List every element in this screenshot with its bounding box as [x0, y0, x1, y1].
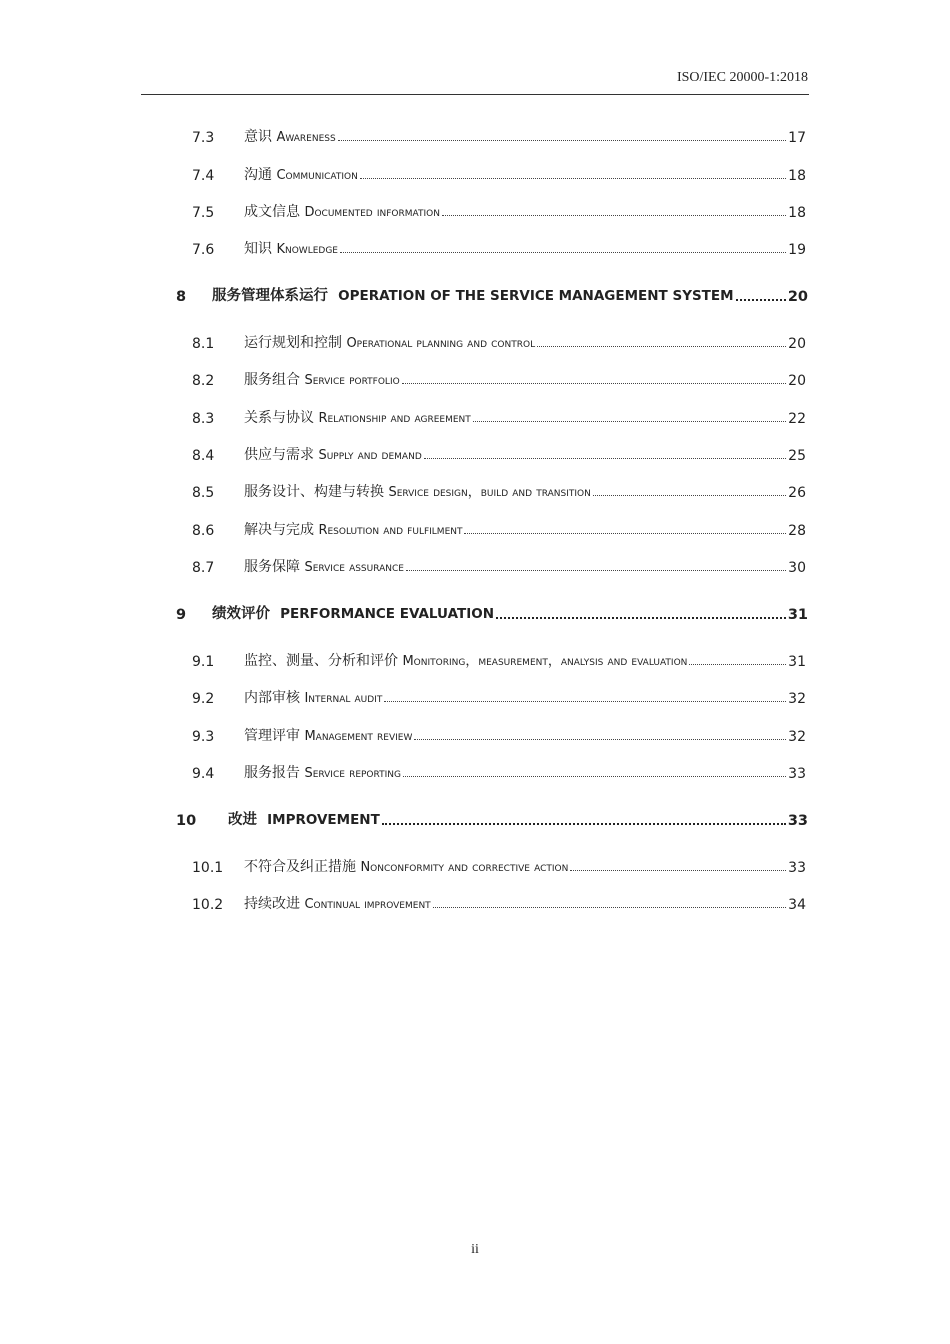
toc-title-zh: 监控、测量、分析和评价: [244, 653, 398, 669]
toc-entry-number: 8.2: [192, 373, 215, 389]
dot-leader: [424, 458, 786, 459]
toc-entry-page: 33: [788, 860, 806, 876]
toc-entry-number: 9.4: [192, 766, 215, 782]
toc-title-en: Awareness: [276, 130, 336, 145]
toc-entry-8-6[interactable]: [192, 517, 806, 539]
toc-entry-8-2[interactable]: [192, 367, 806, 389]
toc-entry-page: 33: [787, 813, 808, 829]
toc-title-zh: 内部审核: [244, 690, 300, 706]
toc-title-zh: 管理评审: [244, 728, 300, 744]
toc-title-en: Management review: [304, 729, 413, 744]
toc-entry-page: 18: [788, 205, 806, 221]
toc-title-en: Nonconformity and corrective action: [360, 860, 569, 875]
toc-entry-page: 20: [788, 373, 806, 389]
toc-title-zh: 服务管理体系运行: [212, 288, 328, 304]
toc-entry-title: [244, 762, 401, 782]
toc-entry-page: 33: [788, 766, 806, 782]
toc-entry-number: 8.6: [192, 523, 215, 539]
toc-title-en: Supply and demand: [318, 448, 422, 463]
toc-entry-title: [244, 481, 591, 501]
dot-leader: [736, 299, 786, 301]
toc-entry-title: [244, 556, 404, 576]
dot-leader: [402, 383, 786, 384]
dot-leader: [473, 421, 786, 422]
dot-leader: [414, 739, 786, 740]
toc-entry-page: 18: [788, 168, 806, 184]
toc-entry-title: [244, 164, 358, 184]
toc-entry-page: 20: [787, 289, 808, 305]
toc-title-zh: 知识: [244, 241, 272, 257]
toc-title-en: Service assurance: [304, 560, 404, 575]
toc-entry-title: [212, 602, 494, 623]
toc-entry-page: 19: [788, 242, 806, 258]
toc-title-en: Communication: [276, 168, 358, 183]
toc-entry-page: 17: [788, 130, 806, 146]
toc-title-en: Monitoring，measurement，analysis and evaluation: [402, 654, 688, 669]
toc-entry-number: 8.3: [192, 411, 215, 427]
toc-entry-page: 26: [788, 485, 806, 501]
toc-entry-8-7[interactable]: [192, 554, 806, 576]
toc-entry-9-4[interactable]: [192, 760, 806, 782]
dot-leader: [360, 178, 786, 179]
toc-entry-number: 10.1: [192, 860, 224, 876]
toc-entry-title: [212, 284, 734, 305]
toc-entry-8[interactable]: [176, 283, 808, 305]
toc-title-en: Operational planning and control: [346, 336, 536, 351]
toc-title-zh: 服务报告: [244, 765, 300, 781]
toc-title-en: Knowledge: [276, 242, 338, 257]
toc-entry-title: [244, 201, 440, 221]
dot-leader: [442, 215, 786, 216]
toc-entry-title: [244, 238, 338, 258]
dot-leader: [433, 907, 786, 908]
toc-entry-page: 34: [788, 897, 806, 913]
toc-entry-title: [244, 687, 382, 707]
toc-title-en: Relationship and agreement: [318, 411, 471, 426]
toc-entry-page: 20: [788, 336, 806, 352]
toc-title-zh: 服务设计、构建与转换: [244, 484, 384, 500]
dot-leader: [403, 776, 786, 777]
toc-entry-9-2[interactable]: [192, 685, 806, 707]
dot-leader: [382, 823, 786, 825]
toc-entry-number: 10: [176, 813, 197, 829]
toc-title-zh: 关系与协议: [244, 410, 314, 426]
toc-entry-number: 8.1: [192, 336, 215, 352]
toc-entry-9[interactable]: [176, 601, 808, 623]
toc-title-zh: 改进: [228, 812, 257, 828]
toc-entry-title: [244, 856, 568, 876]
toc-entry-title: [228, 808, 380, 829]
toc-entry-title: [244, 369, 400, 389]
dot-leader: [340, 252, 786, 253]
toc-entry-8-4[interactable]: [192, 442, 806, 464]
dot-leader: [338, 140, 786, 141]
dot-leader: [464, 533, 786, 534]
toc-title-en: Resolution and fulfilment: [318, 523, 463, 538]
toc-entry-number: 9: [176, 607, 187, 623]
toc-entry-number: 8.7: [192, 560, 215, 576]
toc-entry-7-3[interactable]: [192, 124, 806, 146]
toc-title-en: Service portfolio: [304, 373, 400, 388]
toc-title-zh: 服务保障: [244, 559, 300, 575]
toc-entry-number: 9.2: [192, 691, 215, 707]
toc-entry-7-4[interactable]: [192, 162, 806, 184]
toc-entry-title: [244, 332, 535, 352]
toc-entry-page: 30: [788, 560, 806, 576]
toc-title-zh: 绩效评价: [212, 606, 270, 622]
dot-leader: [406, 570, 786, 571]
toc-entry-page: 32: [788, 729, 806, 745]
toc-title-en: Continual improvement: [304, 897, 431, 912]
toc-title-zh: 服务组合: [244, 372, 300, 388]
toc-entry-10[interactable]: [176, 807, 808, 829]
toc-entry-number: 7.5: [192, 205, 215, 221]
toc-entry-8-1[interactable]: [192, 330, 806, 352]
toc-title-zh: 解决与完成: [244, 522, 314, 538]
toc-entry-title: [244, 126, 336, 146]
toc-entry-number: 9.3: [192, 729, 215, 745]
toc-title-en: Service reporting: [304, 766, 401, 781]
dot-leader: [537, 346, 786, 347]
toc-entry-title: [244, 650, 687, 670]
toc-entry-title: [244, 407, 471, 427]
dot-leader: [593, 495, 786, 496]
toc-title-en: PERFORMANCE EVALUATION: [280, 606, 494, 622]
toc-entry-title: [244, 519, 462, 539]
toc-entry-10-2[interactable]: [192, 891, 806, 913]
dot-leader: [384, 701, 786, 702]
toc-title-zh: 持续改进: [244, 896, 300, 912]
toc-entry-number: 8.5: [192, 485, 215, 501]
toc-entry-page: 32: [788, 691, 806, 707]
toc-entry-number: 8.4: [192, 448, 215, 464]
toc-title-en: IMPROVEMENT: [267, 812, 380, 828]
toc-entry-page: 25: [788, 448, 806, 464]
toc-entry-8-5[interactable]: [192, 479, 806, 501]
toc-entry-number: 9.1: [192, 654, 215, 670]
toc-entry-number: 8: [176, 289, 187, 305]
toc-title-zh: 沟通: [244, 167, 272, 183]
toc-entry-page: 31: [787, 607, 808, 623]
dot-leader: [570, 870, 786, 871]
toc-entry-8-3[interactable]: [192, 405, 806, 427]
toc-entry-number: 7.4: [192, 168, 215, 184]
toc-entry-title: [244, 444, 422, 464]
toc-entry-10-1[interactable]: [192, 854, 806, 876]
toc-entry-title: [244, 725, 412, 745]
toc-title-zh: 供应与需求: [244, 447, 314, 463]
header-divider: [141, 94, 809, 95]
toc-title-zh: 意识: [244, 129, 272, 145]
toc-entry-page: 28: [788, 523, 806, 539]
toc-entry-number: 7.3: [192, 130, 215, 146]
toc-title-zh: 不符合及纠正措施: [244, 859, 356, 875]
toc-entry-page: 31: [788, 654, 806, 670]
toc-entry-number: 10.2: [192, 897, 224, 913]
dot-leader: [689, 664, 786, 665]
toc-entry-7-6[interactable]: [192, 236, 806, 258]
document-header-id: ISO/IEC 20000-1:2018: [676, 70, 808, 85]
dot-leader: [496, 617, 786, 619]
toc-title-en: Service design，build and transition: [388, 485, 591, 500]
toc-entry-7-5[interactable]: [192, 199, 806, 221]
page-number-footer: ii: [471, 1242, 479, 1257]
toc-entry-title: [244, 893, 431, 913]
toc-title-en: Documented information: [304, 205, 440, 220]
toc-entry-9-1[interactable]: [192, 648, 806, 670]
toc-title-en: Internal audit: [304, 691, 383, 706]
toc-title-en: OPERATION OF THE SERVICE MANAGEMENT SYSTEM: [338, 288, 734, 304]
toc-entry-9-3[interactable]: [192, 723, 806, 745]
toc-entry-page: 22: [788, 411, 806, 427]
toc-title-zh: 运行规划和控制: [244, 335, 342, 351]
toc-entry-number: 7.6: [192, 242, 215, 258]
toc-title-zh: 成文信息: [244, 204, 300, 220]
